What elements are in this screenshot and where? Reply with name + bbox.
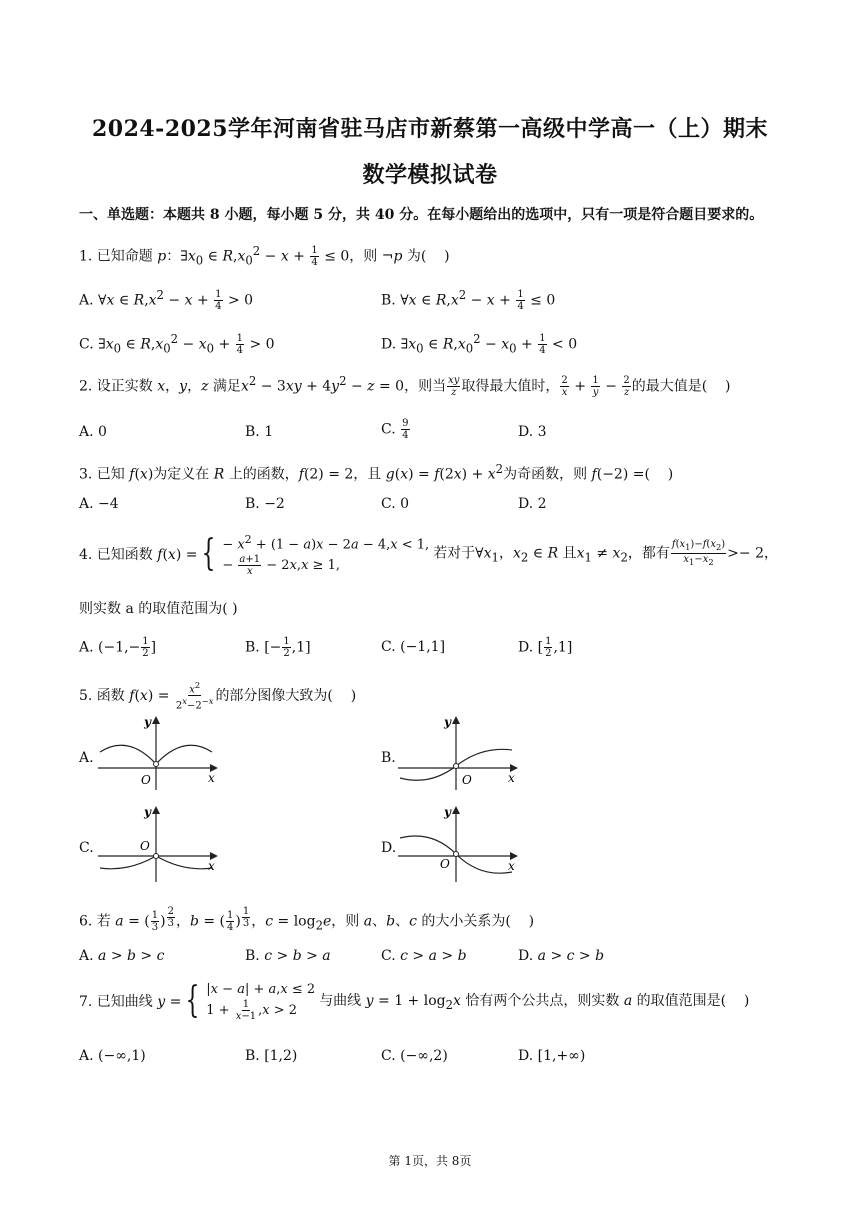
- q1-option-c[interactable]: C. $\exists x_0$ ∈ $R,x_0^2 - x_0$ + $\frac{1}{4}$ > 0: [79, 332, 275, 357]
- q5a-origin: O: [141, 773, 151, 787]
- q7-option-c[interactable]: C. (−∞,2): [381, 1048, 448, 1064]
- q5-graph-a[interactable]: [94, 712, 224, 792]
- q5c-x-label: x: [208, 859, 215, 873]
- q5-option-a-label[interactable]: A.: [79, 750, 94, 766]
- question-3: 3. 已知 f(x)为定义在 R 上的函数，f(2) = 2，且 $g(x) = f(2x) + x^2$为奇函数，则 f(−2) =( ): [79, 462, 674, 483]
- q5b-x-label: x: [508, 771, 515, 785]
- q6-option-a[interactable]: A. a > b > c: [79, 948, 165, 964]
- question-2: 2. 设正实数 x，y，z 满足$x^2 - 3xy + 4y^2 - z = 0$，则当 $\frac{xy}{z}$ 取得最大值时， $\frac{2}{x}$ + $\frac{1}{y}$ − $\frac{2}{z}$ 的最大值是( ): [79, 374, 731, 399]
- q5b-y-label: y: [444, 715, 451, 729]
- q5-graph-c[interactable]: [94, 802, 224, 884]
- q7-option-a[interactable]: A. (−∞,1): [79, 1048, 146, 1064]
- q2-option-a[interactable]: A. 0: [79, 424, 107, 440]
- page-title-line2: 数学模拟试卷: [362, 162, 498, 188]
- q7-option-b[interactable]: B. [1,2): [245, 1048, 298, 1064]
- q5-option-c-label[interactable]: C.: [79, 840, 94, 856]
- q5c-y-label: y: [144, 805, 151, 819]
- q5-graph-b[interactable]: [394, 712, 524, 792]
- q3-option-a[interactable]: A. −4: [79, 496, 119, 512]
- q6-option-b[interactable]: B. c > b > a: [245, 948, 331, 964]
- q1-option-b[interactable]: B. ∀x ∈ $R,x^2 - x$ + $\frac{1}{4}$ ≤ 0: [381, 288, 556, 313]
- q5-option-d-label[interactable]: D.: [381, 840, 397, 856]
- section-heading: 一、单选题：本题共 8 小题，每小题 5 分，共 40 分。在每小题给出的选项中，只有一项是符合题目要求的。: [79, 207, 764, 223]
- q3-option-c[interactable]: C. 0: [381, 496, 410, 512]
- q5b-origin: O: [462, 773, 472, 787]
- question-4: 4. 已知函数 f(x) = { − $x^2 + (1 - a)x - 2a - 4,x < 1$, − $\frac{a+1}{x}$ − 2x,x ≥ 1, 若对于$\forall x_1$，$x_2$ ∈ R 且$x_1 \ne x_2$，都有 $\frac{f(x_1)-f(x_2)}{x_1-x_2}$ >− 2，: [79, 532, 778, 578]
- q4-option-b[interactable]: B. [− $\frac{1}{2}$ ,1]: [245, 636, 311, 659]
- q5a-y-label: y: [144, 715, 151, 729]
- q6-option-c[interactable]: C. c > a > b: [381, 948, 467, 964]
- q3-option-d[interactable]: D. 2: [518, 496, 547, 512]
- q2-option-c[interactable]: C. $\frac{9}{4}$: [381, 418, 409, 441]
- q2-option-d[interactable]: D. 3: [518, 424, 547, 440]
- question-5: 5. 函数 f(x) = $\frac{x^2}{2^x-2^{-x}}$ 的部分图像大致为( ): [79, 680, 357, 712]
- q5-option-b-label[interactable]: B.: [381, 750, 396, 766]
- q7-option-d[interactable]: D. [1,+∞): [518, 1048, 586, 1064]
- q3-option-b[interactable]: B. −2: [245, 496, 285, 512]
- q4-option-a[interactable]: A. (−1,− $\frac{1}{2}$ ]: [79, 636, 157, 659]
- page-title-line1: 2024-2025学年河南省驻马店市新蔡第一高级中学高一（上）期末: [91, 116, 769, 142]
- q5a-x-label: x: [208, 771, 215, 785]
- page-footer: 第 1页，共 8页: [388, 1154, 472, 1168]
- question-7: 7. 已知曲线 y = { |x − a| + a,x ≤ 2 1 + $\frac{1}{x-1}$ ,x > 2 与曲线 $y = 1 + \log_2x$ 恰有两个公共点，则实数 a 的取值范围是( ): [79, 980, 750, 1022]
- q5d-y-label: y: [444, 805, 451, 819]
- q6-option-d[interactable]: D. a > c > b: [518, 948, 605, 964]
- q4-option-d[interactable]: D. [ $\frac{1}{2}$ ,1]: [518, 636, 573, 659]
- q4-option-c[interactable]: C. (−1,1]: [381, 639, 446, 655]
- question-1: 1. 已知命题 p：$\exists x_0$ ∈ $R,x_0^2 - x$ + $\frac{1}{4}$ ≤ 0，则 ¬p 为( ): [79, 244, 450, 269]
- question-4-line2: 则实数 a 的取值范围为( ): [79, 601, 238, 617]
- q1-option-d[interactable]: D. $\exists x_0$ ∈ $R,x_0^2 - x_0$ + $\frac{1}{4}$ < 0: [381, 332, 578, 357]
- q5d-origin: O: [440, 857, 450, 871]
- q2-option-b[interactable]: B. 1: [245, 424, 274, 440]
- question-6: 6. 若 a = ( $\frac{1}{3}$ ) $^{\frac{2}{3}}$ ，b = ( $\frac{1}{4}$ ) $^{\frac{1}{3}}$ ，$c = \log_2e$，则 a、b、c 的大小关系为( ): [79, 906, 535, 934]
- q5-graph-d[interactable]: [394, 802, 524, 884]
- q5c-origin: O: [140, 839, 150, 853]
- q5d-x-label: x: [508, 859, 515, 873]
- q1-option-a[interactable]: A. ∀x ∈ $R,x^2 - x$ + $\frac{1}{4}$ > 0: [79, 288, 254, 313]
